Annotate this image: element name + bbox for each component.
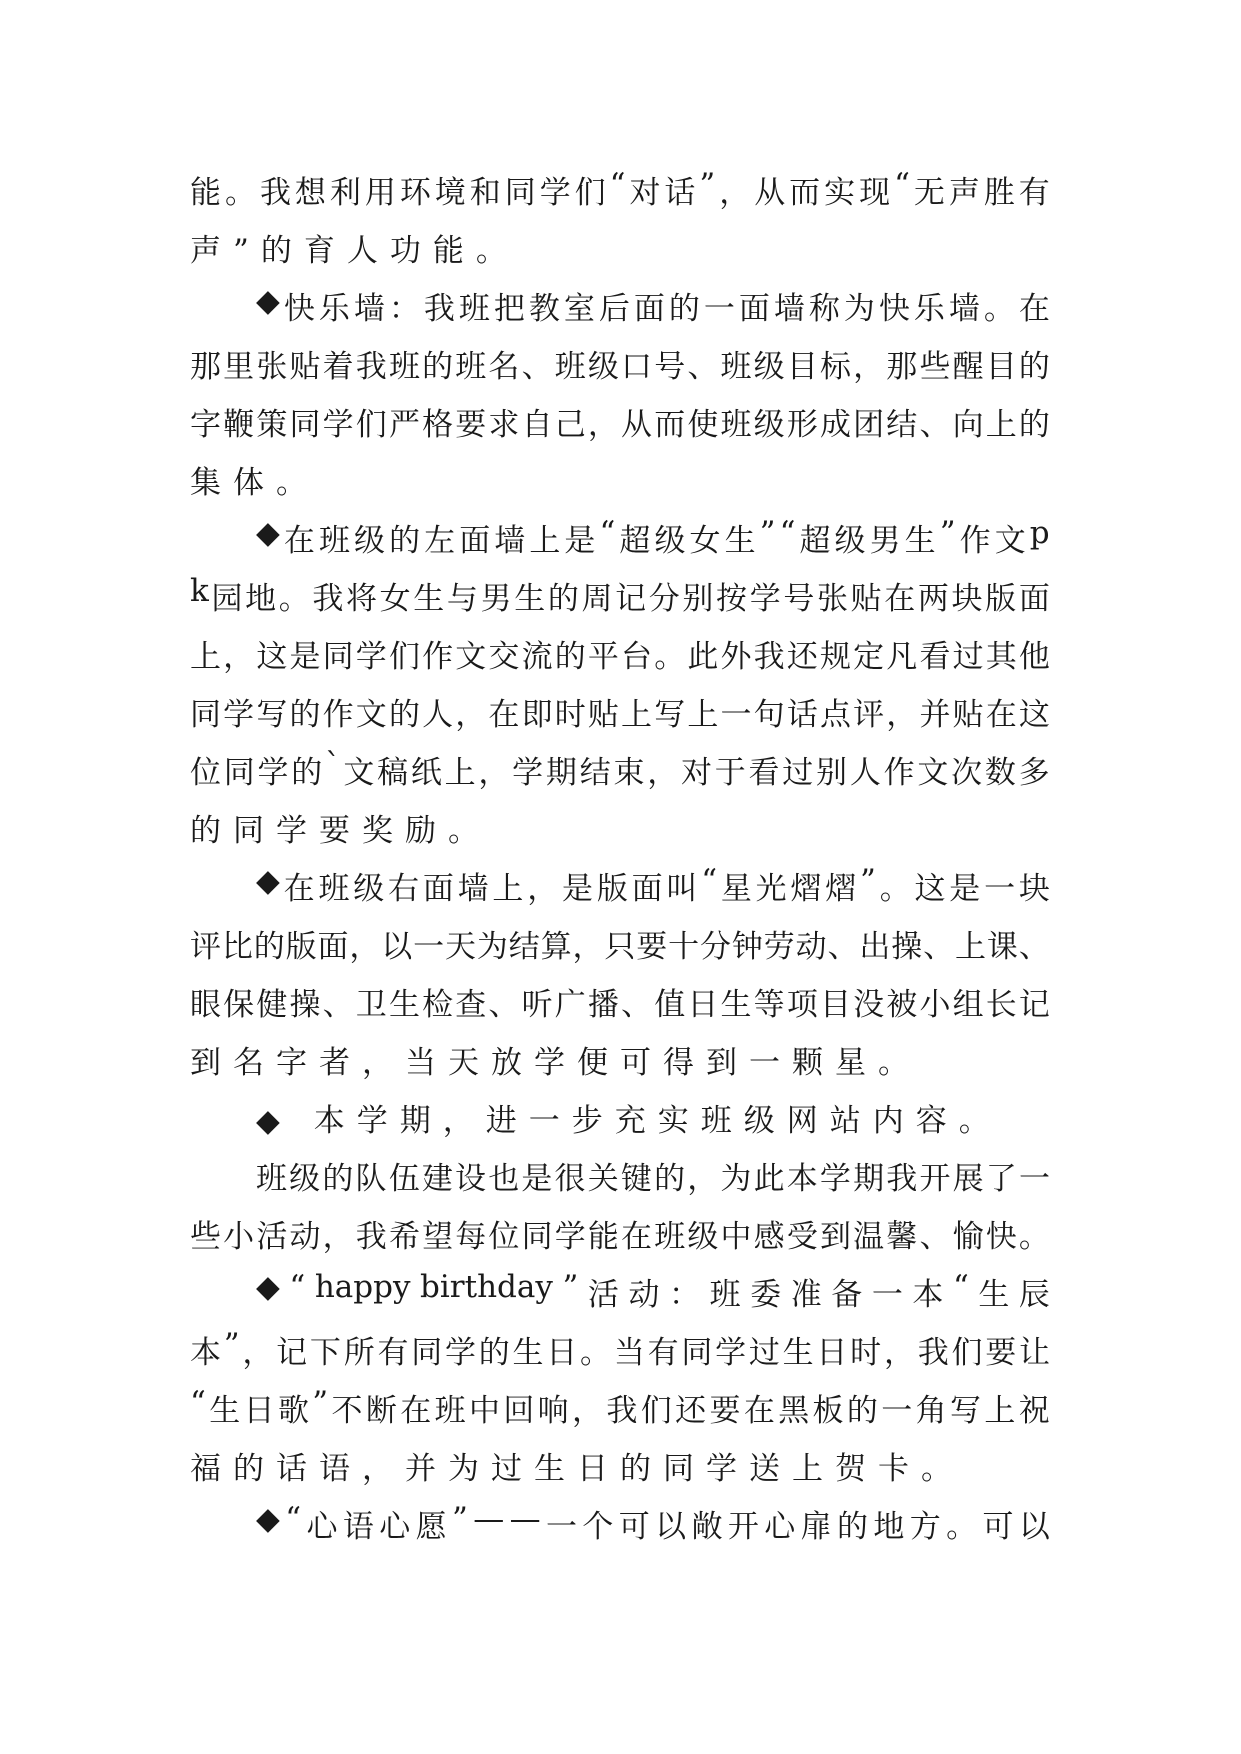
text-line bbox=[190, 334, 1050, 392]
text-line-content: 评 比 的 版 面 ， 以 一 天 为 结 算 ， 只 要 十 分 钟 劳 动 、 出 操 、 上 课 、 bbox=[190, 928, 1050, 965]
text-line bbox=[190, 1088, 1050, 1146]
text-line-content: 眼 保 健 操 、 卫 生 检 查 、 听 广 播 、 值 日 生 等 项 目 没 被 小 组 长 记 bbox=[190, 986, 1050, 1023]
text-line-content: 同 学 写 的 作 文 的 人 ， 在 即 时 贴 上 写 上 一 句 话 点 评 ， 并 贴 在 这 bbox=[190, 696, 1050, 733]
text-line bbox=[190, 1030, 1050, 1088]
text-line bbox=[190, 798, 1050, 856]
text-line bbox=[190, 218, 1050, 276]
text-line-content: ◆ “ happy birthday ” 活 动 ： 班 委 准 备 一 本 “ 生 辰 bbox=[256, 1268, 1050, 1313]
body-text bbox=[190, 160, 1050, 1552]
text-line bbox=[190, 1262, 1050, 1320]
text-line-content: 班 级 的 队 伍 建 设 也 是 很 关 键 的 ， 为 此 本 学 期 我 开 展 了 一 bbox=[256, 1160, 1050, 1197]
text-line bbox=[190, 1204, 1050, 1262]
text-line-content: 到名字者，当天放学便可得到一颗星。 bbox=[190, 1044, 921, 1081]
text-line bbox=[190, 914, 1050, 972]
text-line-content: ◆ “ 心 语 心 愿 ” — — 一 个 可 以 敞 开 心 扉 的 地 方 。 可 以 bbox=[256, 1500, 1050, 1545]
text-line-content: ◆ 本学期，进一步充实班级网站内容。 bbox=[256, 1102, 1002, 1139]
text-line-content: 声”的育人功能。 bbox=[190, 232, 519, 269]
text-line bbox=[190, 508, 1050, 566]
text-line-content: ◆ 在 班 级 的 左 面 墙 上 是 “ 超 级 女 生 ” “ 超 级 男 生 ” 作 文 p bbox=[256, 514, 1050, 559]
text-line bbox=[190, 1436, 1050, 1494]
text-line-content: ◆ 在 班 级 右 面 墙 上 ， 是 版 面 叫 “ 星 光 熠 熠 ” 。 这 是 一 块 bbox=[256, 862, 1050, 907]
text-line-content: ◆ 快 乐 墙 ： 我 班 把 教 室 后 面 的 一 面 墙 称 为 快 乐 墙 。 在 bbox=[256, 282, 1050, 327]
text-line bbox=[190, 450, 1050, 508]
text-line-content: 字 鞭 策 同 学 们 严 格 要 求 自 己 ， 从 而 使 班 级 形 成 团 结 、 向 上 的 bbox=[190, 406, 1050, 443]
text-line bbox=[190, 1146, 1050, 1204]
text-line bbox=[190, 392, 1050, 450]
text-line bbox=[190, 1378, 1050, 1436]
text-line-content: 集体。 bbox=[190, 464, 319, 501]
text-line bbox=[190, 276, 1050, 334]
text-line-content: 些 小 活 动 ， 我 希 望 每 位 同 学 能 在 班 级 中 感 受 到 温 馨 、 愉 快 。 bbox=[190, 1218, 1050, 1255]
text-line-content: 上 ， 这 是 同 学 们 作 文 交 流 的 平 台 。 此 外 我 还 规 定 凡 看 过 其 他 bbox=[190, 638, 1050, 675]
text-line-content: 本 ” ， 记 下 所 有 同 学 的 生 日 。 当 有 同 学 过 生 日 时 ， 我 们 要 让 bbox=[190, 1326, 1050, 1371]
text-line bbox=[190, 740, 1050, 798]
text-line bbox=[190, 682, 1050, 740]
text-line-content: 那 里 张 贴 着 我 班 的 班 名 、 班 级 口 号 、 班 级 目 标 ， 那 些 醒 目 的 bbox=[190, 348, 1050, 385]
text-line bbox=[190, 856, 1050, 914]
text-line-content: 的同学要奖励。 bbox=[190, 812, 491, 849]
text-line bbox=[190, 972, 1050, 1030]
text-line bbox=[190, 624, 1050, 682]
text-line-content: k 园 地 。 我 将 女 生 与 男 生 的 周 记 分 别 按 学 号 张 贴 在 两 块 版 面 bbox=[190, 572, 1050, 617]
text-line-content: “ 生 日 歌 ” 不 断 在 班 中 回 响 ， 我 们 还 要 在 黑 板 的 一 角 写 上 祝 bbox=[190, 1384, 1050, 1429]
text-line-content: 位 同 学 的 ` 文 稿 纸 上 ， 学 期 结 束 ， 对 于 看 过 别 人 作 文 次 数 多 bbox=[190, 746, 1050, 791]
text-line-content: 福的话语，并为过生日的同学送上贺卡。 bbox=[190, 1450, 964, 1487]
text-line-content: 能 。 我 想 利 用 环 境 和 同 学 们 “ 对 话 ” ， 从 而 实 现 “ 无 声 胜 有 bbox=[190, 166, 1050, 211]
text-line bbox=[190, 160, 1050, 218]
text-line bbox=[190, 1320, 1050, 1378]
text-line bbox=[190, 1494, 1050, 1552]
text-line bbox=[190, 566, 1050, 624]
